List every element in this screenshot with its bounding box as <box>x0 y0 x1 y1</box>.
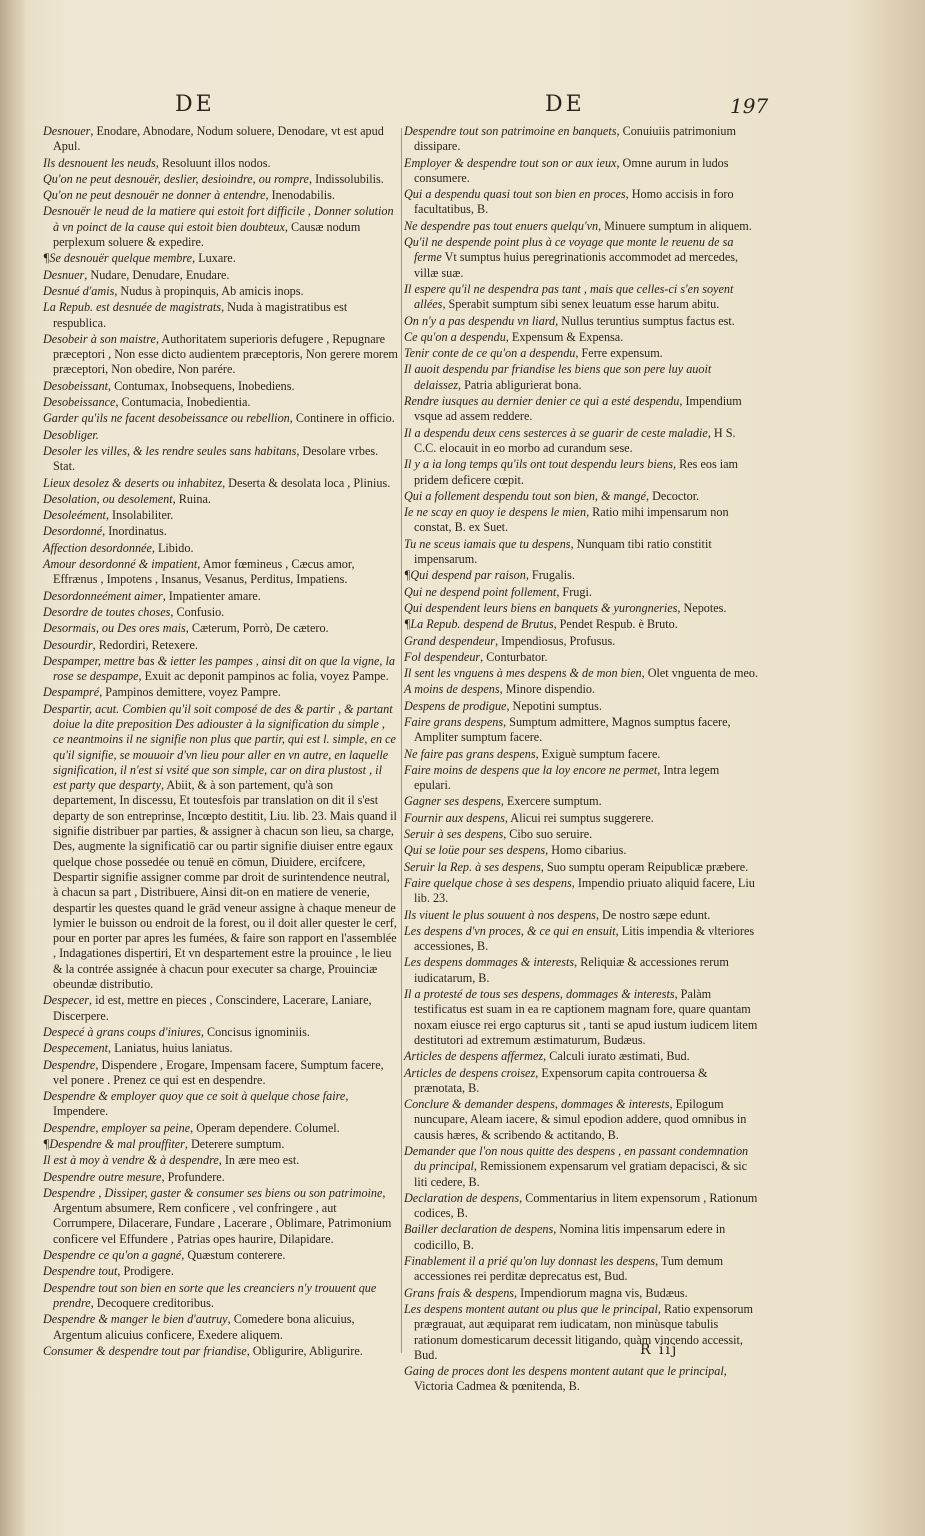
entry-latin: , Redordiri, Retexere. <box>92 637 198 652</box>
entry-latin: , Amor fœmineus , Cæcus amor, Effrænus , Impotens , Insanus, Vesanus, Perditus, Impatiens. <box>53 557 355 587</box>
dictionary-entry <box>43 1089 398 1120</box>
entry-latin: , Impendere. <box>53 1089 349 1119</box>
dictionary-entry <box>404 955 759 986</box>
entry-latin: , Deserta & desolata loca , Plinius. <box>222 475 391 490</box>
dictionary-entry <box>404 747 759 762</box>
entry-latin: , Impendio priuato aliquid facere, Liu lib. 23. <box>414 875 755 906</box>
entry-french: Desobliger. <box>43 427 99 442</box>
dictionary-entry <box>404 827 759 842</box>
entry-latin: , Decoquere creditoribus. <box>90 1295 214 1310</box>
dictionary-entry <box>43 251 398 266</box>
dictionary-entry <box>404 187 759 218</box>
dictionary-entry <box>43 268 398 283</box>
dictionary-entry <box>43 1041 398 1056</box>
dictionary-entry <box>404 346 759 361</box>
dictionary-entry <box>43 1121 398 1136</box>
dictionary-entry <box>43 1153 398 1168</box>
entry-latin: , Nudus à propinquis, Ab amicis inops. <box>114 283 304 298</box>
entry-french: Grans frais & despens <box>404 1285 515 1300</box>
entry-latin: , H S. C.C. elocauit in eo morbo ad curandum sese. <box>414 425 736 455</box>
entry-latin: , Intra legem epulari. <box>414 762 720 793</box>
entry-french: Qu'on ne peut desnouër, deslier, desioindre, ou rompre <box>43 171 309 186</box>
entry-latin: , Inenodabilis. <box>265 188 335 203</box>
entry-french: Gagner ses despens <box>404 794 501 809</box>
entry-latin: , Confusio. <box>170 604 225 619</box>
entry-french: Rendre iusques au dernier denier ce qui a esté despendu <box>404 394 680 409</box>
dictionary-entry <box>43 284 398 299</box>
entry-french: Despens de prodigue <box>404 698 507 713</box>
dictionary-entry <box>404 650 759 665</box>
column-rule <box>401 128 402 1353</box>
dictionary-entry <box>404 601 759 616</box>
entry-latin: , Quæstum conterere. <box>181 1248 286 1263</box>
entry-french: Declaration de despens <box>404 1190 520 1205</box>
dictionary-entry <box>404 1097 759 1143</box>
entry-latin: , Pampinos demittere, voyez Pampre. <box>99 685 281 700</box>
entry-french: Qui ne despend point follement <box>404 584 557 599</box>
dictionary-entry <box>404 794 759 809</box>
entry-french: Desordre de toutes choses <box>43 604 171 619</box>
entry-latin: , Obligurire, Abligurire. <box>246 1343 363 1358</box>
entry-latin: , Epilogum nuncupare, Aleam iacere, & simul epodion addere, quod omnibus in causis hæres, & scribendo & actitando, B. <box>414 1097 747 1142</box>
dictionary-entry <box>404 235 759 281</box>
entry-french: Ce qu'on a despendu <box>404 329 506 344</box>
entry-french: Despendre ce qu'on a gagné <box>43 1248 182 1263</box>
dictionary-entry <box>404 715 759 746</box>
dictionary-entry <box>404 634 759 649</box>
dictionary-entry <box>43 1058 398 1089</box>
entry-latin: , Olet vnguenta de meo. <box>641 666 759 681</box>
dictionary-entry <box>404 924 759 955</box>
entry-french: Despecer <box>43 993 90 1008</box>
entry-french: Desobeissance <box>43 395 116 410</box>
entry-latin: , Causæ nodum perplexum soluere & expedire. <box>53 219 361 250</box>
entry-french: Desobeir à son maistre <box>43 331 156 346</box>
dictionary-entry <box>43 685 398 700</box>
entry-latin: , Operam dependere. Columel. <box>190 1120 340 1135</box>
entry-latin: , Ratio mihi impensarum non constat, B. ex Suet. <box>414 505 729 535</box>
entry-french: ¶La Repub. despend de Brutus <box>404 617 554 632</box>
entry-french: Affection desordonnée <box>43 540 152 555</box>
entry-french: ¶Se desnouër quelque membre <box>43 251 193 266</box>
entry-french: Gaing de proces dont les despens montent autant que le principal <box>404 1364 724 1379</box>
entry-french: Ne despendre pas tout enuers quelqu'vn <box>404 218 599 233</box>
dictionary-entry <box>404 699 759 714</box>
entry-latin: , Conturbator. <box>480 649 548 664</box>
entry-latin: , Nuda à magistratibus est respublica. <box>53 300 348 330</box>
dictionary-entry <box>404 426 759 457</box>
entry-french: Seruir à ses despens <box>404 827 504 842</box>
entry-french: Despendre, employer sa peine <box>43 1120 191 1135</box>
dictionary-entry <box>404 585 759 600</box>
entry-french: Despendre , Dissiper, gaster & consumer ses biens ou son patrimoine <box>43 1185 383 1200</box>
entry-latin: , Nunquam tibi ratio constitit impensarum. <box>414 536 712 567</box>
entry-french: Faire moins de despens que la loy encore ne permet <box>404 762 658 777</box>
entry-french: Il y a ia long temps qu'ils ont tout despendu leurs biens <box>404 457 674 472</box>
entry-french: Qu'on ne peut desnouër ne donner à entendre <box>43 188 266 203</box>
entry-french: Desnouër le neud de la matiere qui estoit fort difficile , Donner solution à vn poinct de la cause qui estoit bien doubteux <box>43 204 394 234</box>
entry-french: Qu'il ne despende point plus à ce voyage que monte le reuenu de sa ferme <box>404 235 734 265</box>
dictionary-entry <box>404 908 759 923</box>
entry-french: ¶Qui despend par raison <box>404 568 526 583</box>
entry-french: Qui se loüe pour ses despens <box>404 843 546 858</box>
dictionary-entry <box>404 362 759 393</box>
entry-latin: , Commentarius in litem expensorum , Rationum codices, B. <box>414 1190 758 1221</box>
entry-french: Il auoit despendu par friandise les biens que son pere luy auoit delaissez <box>404 362 712 392</box>
entry-french: Il a despendu deux cens sesterces à se guarir de ceste maladie <box>404 425 708 440</box>
entry-french: Desormais, ou Des ores mais <box>43 621 186 636</box>
dictionary-entry <box>43 300 398 331</box>
entry-latin: , Prodigere. <box>117 1264 174 1279</box>
dictionary-entry <box>43 702 398 993</box>
entry-french: Les despens montent autant ou plus que le principal <box>404 1301 658 1316</box>
entry-french: Despendre & employer quoy que ce soit à quelque chose faire <box>43 1089 346 1104</box>
entry-latin: , Patria abligurierat bona. <box>458 377 582 392</box>
entry-latin: , Impendiosus, Profusus. <box>495 633 616 648</box>
dictionary-entry <box>404 1286 759 1301</box>
entry-latin: , Homo cibarius. <box>545 843 627 858</box>
dictionary-entry <box>404 1222 759 1253</box>
entry-latin: , Exiguè sumptum facere. <box>535 746 661 761</box>
entry-french: Despecement <box>43 1041 108 1056</box>
dictionary-entry <box>404 124 759 155</box>
entry-latin: , Authoritatem superioris defugere , Repugnare præceptori , Non esse dicto audientem præceptoris, Non gerere morem præceptori, Non obedire, Non parére. <box>53 331 398 377</box>
entry-latin: , Deterere sumptum. <box>184 1137 285 1151</box>
dictionary-entry <box>43 1344 398 1359</box>
entry-french: Qui despendent leurs biens en banquets & yurongneries <box>404 600 678 615</box>
entry-latin: , Continere in officio. <box>289 411 395 426</box>
dictionary-entry <box>43 1248 398 1263</box>
dictionary-entry <box>404 811 759 826</box>
dictionary-entry <box>404 537 759 568</box>
entry-latin: , Enodare, Abnodare, Nodum soluere, Denodare, vt est apud Apul. <box>53 124 384 154</box>
dictionary-entry <box>43 621 398 636</box>
entry-latin: , Contumacia, Inobedientia. <box>115 395 251 410</box>
dictionary-entry <box>404 1302 759 1363</box>
dictionary-entry <box>404 1144 759 1190</box>
entry-latin: , In ære meo est. <box>218 1153 300 1168</box>
entry-latin: , Reliquiæ & accessiones rerum iudicatarum, B. <box>414 955 729 985</box>
entry-latin: , Palàm testificatus est suam in ea re captionem magnam fore, quare quantam noxam eiusce rei ergo capturus sit , tanti se apud iustum iudicem litem destitutori ad extremum æstimaturum, Budæus. <box>414 987 758 1047</box>
entry-latin: , Decoctor. <box>646 488 700 503</box>
dictionary-entry <box>43 156 398 171</box>
entry-french: Desobeissant <box>43 378 108 393</box>
dictionary-entry <box>43 188 398 203</box>
entry-french: Desourdir <box>43 637 93 652</box>
entry-latin: , Ferre expensum. <box>575 346 663 361</box>
dictionary-entry <box>43 1281 398 1312</box>
entry-latin: , Alicui rei sumptus suggerere. <box>504 810 654 825</box>
entry-french: Despendre <box>43 1057 96 1072</box>
entry-french: Faire grans despens <box>404 714 504 729</box>
dictionary-entry <box>43 541 398 556</box>
entry-french: Il espere qu'il ne despendra pas tant , mais que celles-ci s'en soyent allées <box>404 281 734 312</box>
entry-french: Desnué d'amis <box>43 283 115 298</box>
entry-french: Despecé à grans coups d'iniures <box>43 1024 201 1039</box>
left-column <box>43 124 398 1360</box>
entry-latin: , Victoria Cadmea & pœnitenda, B. <box>414 1364 727 1394</box>
entry-latin: Vt sumptus huius peregrinationis accommodet ad mercedes, villæ suæ. <box>414 250 739 280</box>
dictionary-entry <box>43 476 398 491</box>
dictionary-entry <box>404 457 759 488</box>
entry-french: On n'y a pas despendu vn liard <box>404 313 556 328</box>
entry-french: Conclure & demander despens, dommages & interests <box>404 1097 670 1112</box>
entry-latin: , Concisus ignominiis. <box>200 1024 310 1039</box>
entry-latin: , Contumax, Inobsequens, Inobediens. <box>108 378 295 393</box>
running-head-left: DE <box>175 92 215 117</box>
entry-latin: , Suo sumptu operam Reipublicæ præbere. <box>540 859 749 874</box>
dictionary-entry <box>404 1049 759 1064</box>
entry-latin: , Nudare, Denudare, Enudare. <box>84 267 230 282</box>
entry-french: Employer & despendre tout son or aux ieux <box>404 155 617 170</box>
entry-latin: , Inordinatus. <box>102 524 167 539</box>
dictionary-entry <box>43 492 398 507</box>
entry-french: Tenir conte de ce qu'on a despendu <box>404 346 576 361</box>
page-number: 197 <box>730 94 769 118</box>
entry-latin: , Argentum absumere, Rem conficere , vel confringere , aut Corrumpere, Dilacerare, Fundare , Lacerare , Oblimare, Patrimonium conficere vel Effundere , Patrias opes haurire, Dilapidare. <box>53 1185 392 1246</box>
entry-latin: , Insolabiliter. <box>105 508 174 523</box>
dictionary-entry <box>404 1364 759 1395</box>
entry-french: Despamper, mettre bas & ietter les pampes , ainsi dit on que la vigne, la rose se despampe <box>43 653 395 684</box>
right-column <box>404 124 759 1396</box>
entry-latin: , Expensorum capita controuersa & prænotata, B. <box>414 1065 708 1095</box>
dictionary-entry <box>43 638 398 653</box>
entry-french: Il sent les vnguens à mes despens & de mon bien <box>404 666 642 681</box>
entry-french: Fournir aux despens <box>404 810 505 825</box>
entry-french: Les despens d'vn proces, & ce qui en ensuit <box>404 923 616 938</box>
dictionary-entry <box>43 508 398 523</box>
entry-french: Lieux desolez & deserts ou inhabitez <box>43 475 223 490</box>
entry-french: Les despens dommages & interests <box>404 955 575 970</box>
dictionary-entry <box>404 617 759 632</box>
dictionary-entry <box>404 568 759 583</box>
entry-latin: , Litis impendia & vlteriores accessiones, B. <box>414 923 755 954</box>
entry-french: Despartir, acut. Combien qu'il soit composé de des & partir , & partant doiue la dite preposition Des adiouster à la signification du simple , ce neantmoins il ne signifie non plus que partir, qui est l. simple, en ce qu'il signifie, se mouuoir d'vn lieu pour aller en vn autre, en laquelle signification, il n'est si vsité que son simple, car on dira plustost , il est party que desparty <box>43 701 396 793</box>
entry-latin: , Tum demum accessiones rei perditæ deprecatus est, Bud. <box>414 1254 724 1284</box>
running-head-right: DE <box>545 92 585 117</box>
entry-latin: , Nepotes. <box>677 600 727 615</box>
entry-french: Despendre outre mesure <box>43 1169 162 1184</box>
entry-latin: , Impatienter amare. <box>162 588 261 603</box>
entry-french: Ils viuent le plus souuent à nos despens <box>404 907 596 922</box>
entry-latin: , Libido. <box>151 540 194 555</box>
dictionary-entry <box>404 282 759 313</box>
entry-french: Despendre & manger le bien d'autruy <box>43 1312 228 1327</box>
dictionary-entry <box>43 1170 398 1185</box>
entry-latin: , Ratio expensorum prægrauat, aut æquiparat rem iudicatam, non minùsque tabulis rationum domesticarum decessit litigando, quàm vincendo accessit, Bud. <box>414 1301 754 1362</box>
signature-mark: R iij <box>640 1342 679 1358</box>
dictionary-entry <box>43 1312 398 1343</box>
entry-french: Bailler declaration de despens <box>404 1222 554 1237</box>
entry-latin: , Omne aurum in ludos consumere. <box>414 155 729 185</box>
entry-french: Qui a follement despendu tout son bien, & mangé <box>404 488 647 503</box>
entry-french: Ils desnouent les neuds <box>43 155 156 170</box>
dictionary-entry <box>43 1264 398 1279</box>
entry-french: La Repub. est desnuée de magistrats <box>43 300 222 315</box>
entry-french: Tu ne sceus iamais que tu despens <box>404 536 571 551</box>
entry-latin: , Minore dispendio. <box>499 682 596 697</box>
entry-french: Desoler les villes, & les rendre seules sans habitans <box>43 443 297 458</box>
dictionary-entry <box>43 428 398 443</box>
dictionary-entry <box>43 1025 398 1040</box>
dictionary-entry <box>404 1254 759 1285</box>
entry-french: Articles de despens croisez <box>404 1065 536 1080</box>
entry-french: A moins de despens <box>404 682 500 697</box>
entry-french: Despendre tout son bien en sorte que les creanciers n'y trouuent que prendre <box>43 1280 377 1310</box>
entry-latin: , Profundere. <box>161 1169 225 1184</box>
entry-latin: , Impendium vsque ad assem reddere. <box>414 394 742 424</box>
dictionary-entry <box>43 993 398 1024</box>
entry-latin: , Desolare vrbes. Stat. <box>53 443 379 474</box>
entry-french: Desordonné <box>43 524 103 539</box>
dictionary-entry <box>404 1066 759 1097</box>
dictionary-entry <box>43 1137 398 1152</box>
entry-french: Il est à moy à vendre & à despendre <box>43 1153 219 1168</box>
dictionary-entry <box>43 332 398 378</box>
dictionary-entry <box>404 505 759 536</box>
entry-french: Desolation, ou desolement <box>43 491 173 506</box>
dictionary-entry <box>43 172 398 187</box>
entry-french: Finablement il a prié qu'on luy donnast les despens <box>404 1254 656 1269</box>
dictionary-entry <box>43 1186 398 1247</box>
entry-latin: , Minuere sumptum in aliquem. <box>598 218 752 233</box>
dictionary-entry <box>43 557 398 588</box>
entry-latin: , Nomina litis impensarum edere in codicillo, B. <box>414 1222 726 1252</box>
entry-french: Faire quelque chose à ses despens <box>404 875 572 890</box>
entry-latin: , Frugalis. <box>525 568 575 583</box>
entry-latin: , Laniatus, huius laniatus. <box>107 1041 233 1056</box>
dictionary-entry <box>404 763 759 794</box>
dictionary-entry <box>404 843 759 858</box>
entry-latin: , Resoluunt illos nodos. <box>155 155 271 170</box>
entry-french: Demander que l'on nous quitte des despens , en passant condemnation du principal <box>404 1144 749 1174</box>
entry-latin: , Sperabit sumptum sibi senex leuatum esse harum abitu. <box>442 297 720 312</box>
entry-french: Amour desordonné & impatient <box>43 557 198 572</box>
dictionary-entry <box>404 1191 759 1222</box>
entry-latin: , Comedere bona alicuius, Argentum alicuius conficere, Exedere aliquem. <box>53 1312 355 1342</box>
entry-latin: , Remissionem expensarum vel gratiam depacisci, & sic liti cedere, B. <box>414 1159 748 1189</box>
dictionary-entry <box>43 204 398 250</box>
entry-latin: , id est, mettre en pieces , Conscindere, Lacerare, Laniare, Discerpere. <box>53 993 372 1023</box>
dictionary-entry <box>43 395 398 410</box>
entry-french: Ie ne scay en quoy ie despens le mien <box>404 505 587 520</box>
entry-latin: , Ruina. <box>172 491 211 506</box>
entry-french: Garder qu'ils ne facent desobeissance ou rebellion <box>43 411 290 426</box>
entry-latin: , Impendiorum magna vis, Budæus. <box>514 1285 688 1300</box>
entry-latin: , Nullus teruntius sumptus factus est. <box>555 313 735 328</box>
dictionary-entry <box>404 876 759 907</box>
dictionary-entry <box>43 605 398 620</box>
dictionary-entry <box>404 666 759 681</box>
entry-french: Seruir la Rep. à ses despens <box>404 859 541 874</box>
entry-latin: , Cæterum, Porrò, De cætero. <box>185 621 329 636</box>
entry-french: Articles de despens affermez <box>404 1049 544 1064</box>
dictionary-entry <box>404 860 759 875</box>
entry-latin: , Luxare. <box>192 251 236 266</box>
entry-latin: , Expensum & Expensa. <box>505 329 624 344</box>
entry-latin: , Cibo suo seruire. <box>503 827 593 842</box>
dictionary-entry <box>43 524 398 539</box>
dictionary-entry <box>404 156 759 187</box>
dictionary-entry <box>404 330 759 345</box>
entry-french: ¶Despendre & mal prouffiter <box>43 1137 185 1151</box>
dictionary-entry <box>404 394 759 425</box>
dictionary-entry <box>404 314 759 329</box>
entry-latin: , Conuiuiis patrimonium dissipare. <box>414 124 736 154</box>
entry-french: Despampré <box>43 685 100 700</box>
dictionary-entry <box>43 654 398 685</box>
dictionary-entry <box>404 219 759 234</box>
entry-latin: , Indissolubilis. <box>308 171 384 186</box>
entry-latin: , Homo accisis in foro facultatibus, B. <box>414 187 734 217</box>
dictionary-entry <box>43 444 398 475</box>
entry-french: Despendre tout <box>43 1264 118 1279</box>
entry-latin: , Sumptum admittere, Magnos sumptus facere, Ampliter sumptum facere. <box>414 714 731 745</box>
entry-latin: , Abiit, & à son partement, qu'à son departement, In discessu, Et toutesfois par translation on dit il s'est departy de son entreprinse, Incœpto destitit, Liu. lib. 23. Mais quand il signifie distribuer par parties, & assigner à chacun son lieu, sa charge, Des, augmente la significatiō car ou partir signifie diuiser entre egaux quelque chose possedée ou tenuë en cōmun, Diuidere, ercifcere, Despartir signifie assigner comme par droit de surintendence neutral, à chacun sa part , Distribuere, Ainsi dit-on en matiere de venerie, despartir les questes quand le grād veneur assigne à chaque meneur de lymier le buisson ou endroit de la forest, ou il doit aller quester le cerf, pour en porter par apres les fumées, & faire son rapport en l'assemblée , Indagationes dispertiri, Et vn despartement estre la prouince , le lieu & la contrée assignée à chacun pour executer sa charge, Prouinciæ obeundæ distributio. <box>53 778 397 992</box>
entry-french: Desnuer <box>43 267 85 282</box>
binding-gutter <box>0 0 26 1536</box>
dictionary-entry <box>404 682 759 697</box>
entry-latin: , Frugi. <box>556 584 592 599</box>
entry-french: Qui a despendu quasi tout son bien en proces <box>404 187 626 202</box>
entry-latin: , Pendet Respub. è Bruto. <box>553 617 678 632</box>
dictionary-entry <box>43 411 398 426</box>
entry-french: Grand despendeur <box>404 633 496 648</box>
entry-french: Despendre tout son patrimoine en banquets <box>404 124 617 138</box>
entry-french: Desordonneément aimer <box>43 588 163 603</box>
dictionary-entry <box>404 489 759 504</box>
entry-latin: , De nostro sæpe edunt. <box>595 907 711 922</box>
entry-french: Il a protesté de tous ses despens, dommages & interests <box>404 987 675 1002</box>
entry-latin: , Exercere sumptum. <box>500 794 602 809</box>
entry-latin: , Nepotini sumptus. <box>506 698 602 713</box>
entry-latin: , Exuit ac deponit pampinos ac folia, voyez Pampe. <box>138 669 389 684</box>
dictionary-entry <box>43 124 398 155</box>
dictionary-entry <box>43 379 398 394</box>
entry-latin: , Calculi iurato æstimati, Bud. <box>543 1049 690 1064</box>
entry-french: Ne faire pas grans despens <box>404 746 536 761</box>
entry-french: Desnouer <box>43 124 91 138</box>
entry-french: Desoleément <box>43 508 106 523</box>
dictionary-entry <box>43 589 398 604</box>
entry-latin: , Res eos iam pridem deficere cœpit. <box>414 457 739 487</box>
entry-french: Consumer & despendre tout par friandise <box>43 1343 247 1358</box>
entry-latin: , Dispendere , Erogare, Impensam facere, Sumptum facere, vel ponere . Prenez ce qui est en despendre. <box>53 1057 384 1087</box>
entry-french: Fol despendeur <box>404 649 481 664</box>
dictionary-entry <box>404 987 759 1048</box>
